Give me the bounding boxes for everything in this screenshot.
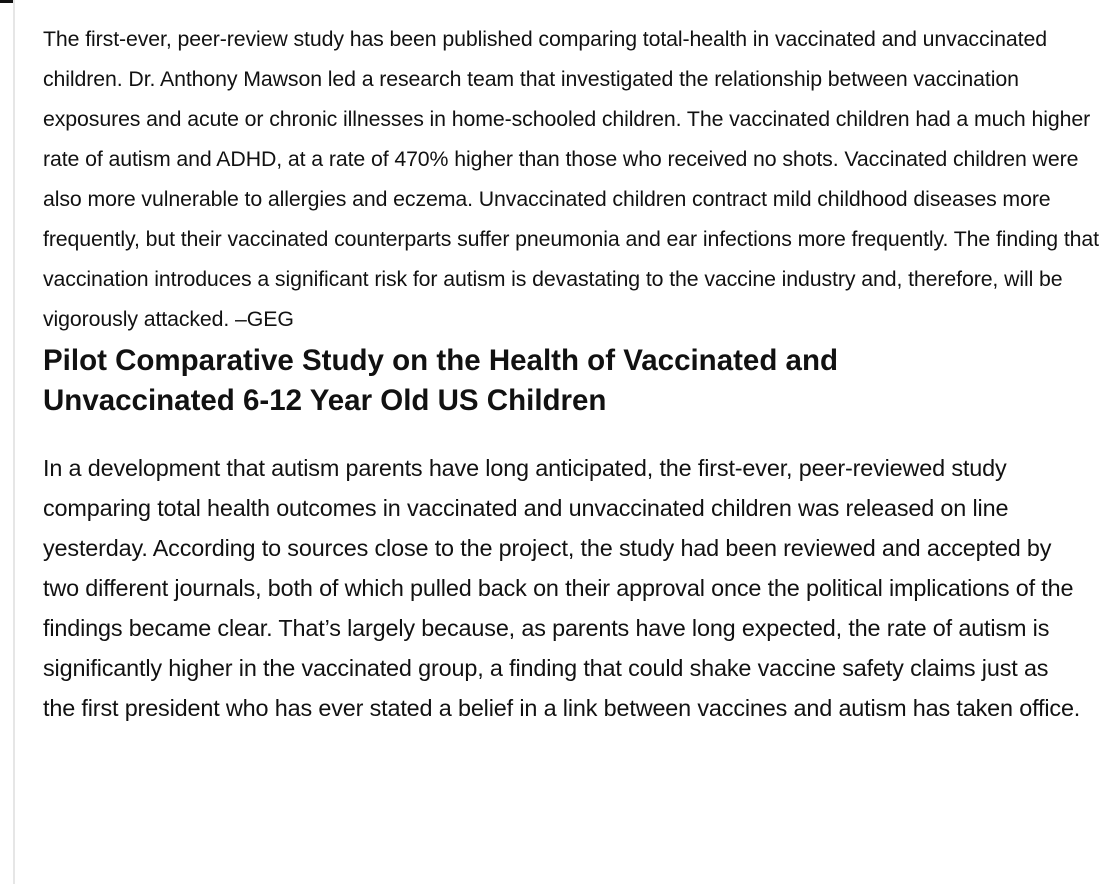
- article-headline: Pilot Comparative Study on the Health of Vaccinated and Unvaccinated 6-12 Year Old US Children: [43, 344, 839, 417]
- article-content: [43, 19, 1113, 728]
- body-paragraph: In a development that autism parents have long anticipated, the first-ever, peer-reviewed study comparing total health outcomes in vaccinated and unvaccinated children was released on line yesterday. According to sources close to the project, the study had been reviewed and accepted by two different journals, both of which pulled back on their approval once the political implications of the findings became clear. That’s largely because, as parents have long expected, the rate of autism is significantly higher in the vaccinated group, a finding that could shake vaccine safety claims just as the first president who has ever stated a belief in a link between vaccines and autism has taken office.: [43, 455, 1081, 721]
- left-border-rule: [13, 0, 15, 884]
- intro-paragraph: The first-ever, peer-review study has been published comparing total-health in vaccinated and unvaccinated children. Dr. Anthony Mawson led a research team that investigated the relationship between vaccination exposures and acute or chronic illnesses in home-schooled children. The vaccinated children had a much higher rate of autism and ADHD, at a rate of 470% higher than those who received no shots. Vaccinated children were also more vulnerable to allergies and eczema. Unvaccinated children contract mild childhood diseases more frequently, but their vaccinated counterparts suffer pneumonia and ear infections more frequently. The finding that vaccination introduces a significant risk for autism is devastating to the vaccine industry and, therefore, will be vigorously attacked. –GEG: [43, 27, 1099, 331]
